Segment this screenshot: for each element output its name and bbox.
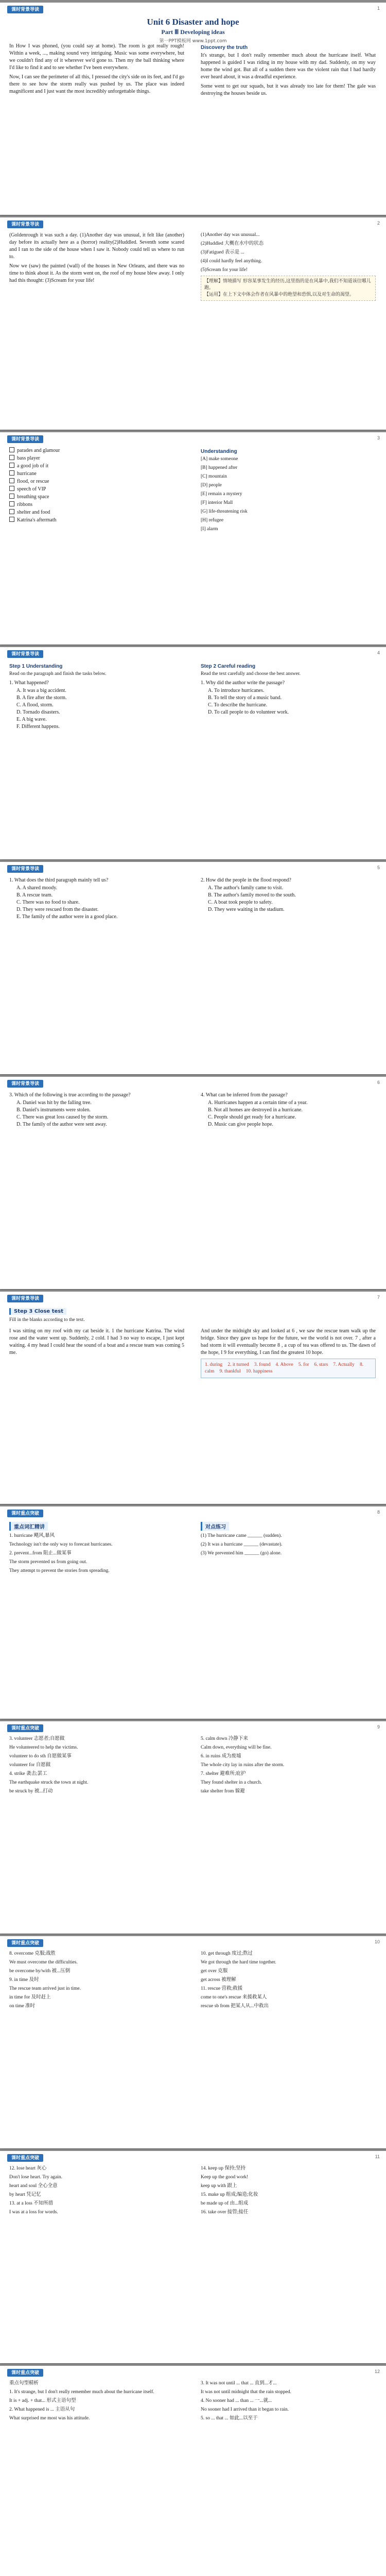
annotation-box	[201, 276, 376, 301]
note-line: (3) We prevented him ______ (go) alone.	[201, 1551, 282, 1556]
right-heading: Discovery the truth	[201, 45, 248, 50]
slide-section-label: 课时背景导读	[7, 1080, 43, 1088]
slide	[0, 432, 386, 645]
note-line: be struck by 被...打动	[9, 1789, 53, 1794]
checkbox-icon[interactable]	[9, 517, 14, 522]
left-column	[9, 1736, 184, 1797]
note-line: [F] interior Mall	[201, 500, 233, 505]
right-column	[201, 2380, 376, 2424]
cloze-paragraph: And under the midnight sky and looked at 6 , we saw the rescue team walk up the bridge. Since they gave us hope for the future, we the world is not over. 7 , after a bad storm it will eventually become 8 , a cup of tea was offered to us. The dawn of the hope, I 9 for everything, I can find the greatest 10 hope.	[201, 1328, 376, 1355]
note-line: 16. take over 接管;接任	[201, 2210, 249, 2215]
slide-section-label: 课时背景导读	[7, 221, 43, 228]
left-column	[9, 43, 184, 97]
answer-option[interactable]: C. A boat took people to safety.	[208, 900, 273, 905]
checkbox-icon[interactable]	[9, 494, 14, 499]
note-line: They found shelter in a church.	[201, 1780, 262, 1785]
note-line: It was not until midnight that the rain stopped.	[201, 2389, 291, 2395]
note-line: volunteer for 自愿做	[9, 1762, 51, 1768]
slide-section-label: 课时背景导读	[7, 650, 43, 658]
slide	[0, 647, 386, 859]
note-line: 10. get through 度过;熬过	[201, 1951, 253, 1956]
question: 1. What does the third paragraph mainly tell us?	[9, 877, 109, 883]
left-column	[9, 2380, 184, 2424]
left-column	[9, 662, 184, 731]
right-heading: 对点练习	[201, 1522, 229, 1531]
note-line: rescue sb from 把某人从...中救出	[201, 2004, 269, 2009]
slide-section-label: 课时背景导读	[7, 1295, 43, 1302]
answer-option[interactable]: A. To introduce hurricanes.	[208, 688, 265, 693]
answer-key: 10. happiness	[245, 1369, 273, 1374]
note-line: keep up with 跟上	[201, 2183, 237, 2189]
left-column	[9, 232, 184, 286]
answer-box	[201, 1359, 376, 1378]
slide-section-label: 课时背景导读	[7, 6, 43, 13]
checkbox-icon[interactable]	[9, 455, 14, 460]
note-line: Don't lose heart. Try again.	[9, 2175, 63, 2180]
note-line: 11. rescue 营救;救援	[201, 1986, 243, 1991]
paragraph: Some went to get our squads, but it was already too late for them! The gale was destroying the houses beside us.	[201, 83, 376, 96]
step-instruction: Read on the paragraph and finish the tasks below.	[9, 671, 107, 676]
note-line: [G] life-threatening risk	[201, 509, 248, 514]
note-line: (2)Huddled 大概在水中的状态	[201, 241, 264, 246]
note-line: by heart 凭记忆	[9, 2192, 41, 2197]
answer-option[interactable]: C. A flood, storm.	[16, 702, 54, 708]
right-column	[201, 1091, 376, 1128]
note-line: [H] refugee	[201, 518, 224, 523]
slide-page-number: 1	[377, 6, 380, 11]
checkbox-icon[interactable]	[9, 447, 14, 452]
right-column	[201, 232, 376, 303]
answer-option[interactable]: D. Music can give people hope.	[208, 1122, 273, 1127]
paragraph: Now, I can see the perimeter of all this, I pressed the city's side on its feet, and I'd go there to see how the storm really was pushed by us. The place was indeed magnificent and I just want the most incredibly unforgettable things.	[9, 74, 184, 94]
note-line: 4. No sooner had ... than ... 一...就...	[201, 2398, 272, 2403]
note-line: 14. keep up 保持;坚持	[201, 2166, 246, 2171]
cloze-paragraph: I was sitting on my roof with my cat beside it. 1 the hurricane Katrina. The wind rose and the water went up. Suddenly, 2 cold. I had 3 no way to escape, I just kept waiting. 4 my head I could hear the sound of a boat and a rescue team was coming 5 me.	[9, 1328, 184, 1355]
note-line: (2) It was a hurricane ______ (devastate).	[201, 1542, 283, 1547]
checklist-item[interactable]	[9, 485, 184, 493]
slide	[0, 1506, 386, 1719]
checkbox-icon[interactable]	[9, 501, 14, 506]
slide-section-label: 课时重点突破	[7, 2369, 43, 2377]
checklist-label: bass player	[17, 455, 40, 461]
slide-page-number: 3	[377, 435, 380, 440]
checklist-item[interactable]	[9, 501, 184, 509]
checkbox-icon[interactable]	[9, 486, 14, 491]
note-line: The rescue team arrived just in time.	[9, 1986, 81, 1991]
checkbox-icon[interactable]	[9, 463, 14, 468]
checklist-label: breathing space	[17, 494, 49, 500]
note-line: (3)Fatigued 表示是 ...	[201, 250, 244, 255]
slide	[0, 2366, 386, 2576]
right-column	[201, 1521, 376, 1559]
note-line: 4. strike 袭击;罢工	[9, 1771, 47, 1776]
checklist-item[interactable]	[9, 462, 184, 470]
note-line: on time 准时	[9, 2004, 36, 2009]
page-subtitle-cn: 第一PPT模板网 www.1ppt.com	[159, 39, 227, 44]
note-line: 6. in ruins 成为废墟	[201, 1754, 241, 1759]
note-line: heart and soul 全心全意	[9, 2183, 58, 2189]
left-column	[9, 876, 184, 921]
slide	[0, 862, 386, 1074]
section-instruction: Fill in the blanks according to the text.	[9, 1317, 85, 1323]
answer-key: 4. Above	[275, 1362, 293, 1367]
note-line: 2. prevent...from 阻止...做某事	[9, 1551, 72, 1556]
note-line: He volunteered to help the victims.	[9, 1745, 78, 1750]
note-line: 2. What happened is ... 主语从句	[9, 2407, 75, 2412]
note-line: No sooner had I arrived than it began to rain.	[201, 2407, 289, 2412]
checklist-item[interactable]	[9, 493, 184, 501]
note-line: We got through the hard time together.	[201, 1960, 276, 1965]
answer-key: 2. it turned	[227, 1362, 249, 1367]
answer-option[interactable]: B. Not all homes are destroyed in a hurricane.	[208, 1107, 303, 1113]
note-line: 9. in time 及时	[9, 1977, 39, 1982]
answer-option[interactable]: C. To describe the hurricane.	[208, 702, 268, 708]
note-line: 3. It was not until ... that ... 直到...才...	[201, 2381, 277, 2386]
checklist-label: hurricane	[17, 471, 37, 477]
answer-option[interactable]: D. The family of the author were sent away.	[16, 1122, 107, 1127]
slide-page-number: 6	[377, 1080, 380, 1085]
slide-page-number: 10	[374, 1939, 380, 1944]
checklist-item[interactable]	[9, 454, 184, 462]
slide-page-number: 4	[377, 650, 380, 655]
note-line: [E] remain a mystery	[201, 492, 242, 497]
note-line: 7. shelter 避难所;庇护	[201, 1771, 246, 1776]
section-heading: Step 3 Close test	[9, 1308, 66, 1315]
note-line: Calm down, everything will be fine.	[201, 1745, 272, 1750]
answer-key: 5. for	[298, 1362, 309, 1367]
slide-section-label: 课时背景导读	[7, 865, 43, 873]
step-heading: Step 1 Understanding	[9, 664, 63, 669]
note-line: We must overcome the difficulties.	[9, 1960, 78, 1965]
right-column	[201, 43, 376, 99]
answer-option[interactable]: D. They were waiting in the stadium.	[208, 907, 285, 912]
paragraph: It's strange, but I don't really remember much about the hurricane itself. What happened is guided I was riding in my house with my dad. Suddenly, on my way home the wind got. But all of a sudden there was the violent rain that I had hardly ever heard about, it was a dreadful experience.	[201, 53, 376, 80]
slide-page-number: 12	[374, 2369, 380, 2374]
checklist-label: parades and glamour	[17, 448, 60, 453]
left-column	[9, 1091, 184, 1128]
slide	[0, 2151, 386, 2363]
answer-option[interactable]: E. A big wave.	[16, 717, 47, 722]
note-line: 3. volunteer 志愿者;自愿做	[9, 1736, 65, 1741]
answer-option[interactable]: E. The family of the author were in a good place.	[16, 914, 118, 920]
note-line: come to one's rescue 来援救某人	[201, 1995, 267, 2000]
slide-page-number: 7	[377, 1295, 380, 1300]
question: 2. How did the people in the flood respond?	[201, 877, 291, 883]
checkbox-icon[interactable]	[9, 509, 14, 514]
note-line: (1)Another day was unusual...	[201, 232, 260, 238]
note-line: 12. lose heart 灰心	[9, 2166, 47, 2171]
answer-option[interactable]: A. It was a big accident.	[16, 688, 66, 693]
paragraph: Now we (saw) the painted (wall) of the houses in New Orleans, and there was no time to think about it. As the storm went on, the roof of my house blew away. I only had this thought: (3)Scream for your life!	[9, 263, 184, 283]
slide-page-number: 5	[377, 865, 380, 870]
slide-page-number: 9	[377, 1724, 380, 1730]
answer-option[interactable]: A. Hurricanes happen at a certain time of a year.	[208, 1100, 308, 1106]
slide-section-label: 课时重点突破	[7, 1510, 43, 1517]
note-line: I was at a loss for words.	[9, 2210, 58, 2215]
note-line: [B] happened after	[201, 465, 238, 470]
annotation-line: 【运用】在上下文中体会作者在风暴中的绝望和恐惧,以及对生命的渴望。	[204, 292, 354, 297]
checklist-label: ribbons	[17, 502, 32, 507]
right-column	[201, 1328, 376, 1380]
checklist-label: a good job of it	[17, 463, 49, 469]
question: 3. Which of the following is true according to the passage?	[9, 1092, 131, 1098]
note-line: 15. make up 组成;编造;化妆	[201, 2192, 258, 2197]
note-line: [C] mountain	[201, 474, 227, 479]
answer-option[interactable]: C. There was no food to share.	[16, 900, 80, 905]
note-line: get across 被理解	[201, 1977, 236, 1982]
step-heading: Step 2 Careful reading	[201, 664, 256, 669]
answer-option[interactable]: B. Daniel's instruments were stolen.	[16, 1107, 91, 1113]
note-line: 13. at a loss 不知所措	[9, 2201, 54, 2206]
right-column	[201, 876, 376, 913]
answer-option[interactable]: B. A fire after the storm.	[16, 695, 67, 701]
note-line: The earthquake struck the town at night.	[9, 1780, 89, 1785]
right-column	[201, 1951, 376, 2012]
note-line: (1) The hurricane came ______ (sudden).	[201, 1533, 282, 1538]
slide-page-number: 2	[377, 221, 380, 226]
note-line: be overcome by/with 被...压倒	[9, 1969, 71, 1974]
note-line: take shelter from 躲避	[201, 1789, 245, 1794]
question: 1. Why did the author write the passage?	[201, 680, 285, 686]
answer-option[interactable]: B. The author's family moved to the south.	[208, 892, 296, 898]
note-line: 5. calm down 冷静下来	[201, 1736, 248, 1741]
right-column	[201, 447, 376, 535]
slide	[0, 1292, 386, 1504]
slide	[0, 1936, 386, 2148]
note-line: What surprised me most was his attitude.	[9, 2416, 90, 2421]
answer-option[interactable]: C. People should get ready for a hurricane.	[208, 1114, 296, 1120]
note-line: 8. overcome 克服;战胜	[9, 1951, 56, 1956]
note-line: [D] people	[201, 483, 222, 488]
answer-option[interactable]: D. They were rescued from the disaster.	[16, 907, 99, 912]
note-line: in time for 及时赶上	[9, 1995, 51, 2000]
paragraph: (Goldenrough it was such a day. (1)Another day was unusual, it felt like (another) day before its actually here as a (horror) reality(2)Huddled. Seventh some scared and I ran to the side of the house when I saw it. Nobody could tell us where to run to.	[9, 232, 184, 260]
note-line: be made up of 由...组成	[201, 2201, 249, 2206]
note-line: The storm prevented us from going out.	[9, 1560, 87, 1565]
left-heading: 重点词汇精讲	[9, 1522, 48, 1531]
note-line: get over 克服	[201, 1969, 228, 1974]
answer-option[interactable]: C. There was great loss caused by the storm.	[16, 1114, 109, 1120]
answer-option[interactable]: B. To tell the story of a music band.	[208, 695, 282, 701]
title-block	[9, 17, 377, 44]
slide	[0, 3, 386, 215]
page-subtitle: Part Ⅲ Developing ideas	[161, 28, 225, 36]
checklist-label: flood, or rescue	[17, 479, 49, 484]
note-line: (4)I could hardly feel anything.	[201, 259, 262, 264]
right-heading: Understanding	[201, 449, 237, 454]
checkbox-icon[interactable]	[9, 470, 14, 476]
slide-section-label: 课时重点突破	[7, 2154, 43, 2162]
answer-key: 3. found	[254, 1362, 271, 1367]
slide-page-number: 11	[375, 2154, 380, 2159]
note-line: [I] alarm	[201, 527, 218, 532]
left-column	[9, 1521, 184, 1577]
answer-key: 6. stars	[314, 1362, 328, 1367]
note-line: They attempt to prevent the stories from spreading.	[9, 1568, 110, 1573]
checklist-label: shelter and food	[17, 510, 50, 515]
checklist-item[interactable]	[9, 447, 184, 454]
section-area	[9, 1306, 377, 1326]
checklist-item[interactable]	[9, 509, 184, 516]
note-line: volunteer to do sth 自愿做某事	[9, 1754, 72, 1759]
answer-key: 8. calm	[205, 1362, 364, 1374]
checkbox-icon[interactable]	[9, 478, 14, 483]
question: 4. What can be inferred from the passage?	[201, 1092, 288, 1098]
answer-option[interactable]: D. Tornado disasters.	[16, 709, 60, 715]
slide-section-label: 课时重点突破	[7, 1939, 43, 1947]
slide-section-label: 课时背景导读	[7, 435, 43, 443]
paragraph: In How I was phoned, (you could say at home). The room is got really rough! Within a week, ..., making sound very intriguing. Music was some everywhere, but we couldn't find any of it wherever we'd gone to. Then my the ball thinking where I'd like to find it and to see whether I've been everywhere.	[9, 43, 184, 71]
checklist-item[interactable]	[9, 516, 184, 524]
annotation-line: 【理解】情境描写 形容某事发生的经历,这里指的是在风暴中,我们不知道该往哪儿跑。	[204, 279, 371, 291]
answer-key: 9. thankful	[219, 1369, 241, 1374]
left-column	[9, 447, 184, 524]
left-column	[9, 1951, 184, 2012]
note-line: 1. It's strange, but I don't really remember much about the hurricane itself.	[9, 2389, 154, 2395]
checklist-item[interactable]	[9, 470, 184, 478]
slide	[0, 217, 386, 430]
note-line: The whole city lay in ruins after the storm.	[201, 1762, 285, 1768]
note-line: [A] make someone	[201, 456, 238, 462]
answer-option[interactable]: A. Daniel was hit by the falling tree.	[16, 1100, 92, 1106]
answer-key: 1. during	[205, 1362, 223, 1367]
note-line: Keep up the good work!	[201, 2175, 249, 2180]
question: 1. What happened?	[9, 680, 49, 686]
note-line: (5)Scream for your life!	[201, 267, 248, 273]
note-line: 重点句型精析	[9, 2381, 39, 2386]
note-line: Technology isn't the only way to forecast hurricanes.	[9, 1542, 113, 1547]
step-instruction: Read the text carefully and choose the best answer.	[201, 671, 301, 676]
page-title: Unit 6 Disaster and hope	[147, 17, 239, 27]
right-column	[201, 2165, 376, 2218]
answer-option[interactable]: B. A rescue team.	[16, 892, 53, 898]
note-line: 5. so ... that ... 如此...以至于	[201, 2416, 258, 2421]
note-line: 1. hurricane 飓风,暴风	[9, 1533, 55, 1538]
left-column	[9, 2165, 184, 2218]
right-column	[201, 662, 376, 716]
left-column	[9, 1328, 184, 1359]
answer-key: 7. Actually	[333, 1362, 355, 1367]
checklist-label: speech of VIP	[17, 486, 46, 492]
answer-option[interactable]: F. Different happens.	[16, 724, 60, 730]
checklist-label: Katrina's aftermath	[17, 517, 57, 523]
slide-page-number: 8	[377, 1510, 380, 1515]
checklist-item[interactable]	[9, 478, 184, 485]
slide-section-label: 课时重点突破	[7, 1724, 43, 1732]
answer-option[interactable]: D. To call people to do volunteer work.	[208, 709, 289, 715]
answer-option[interactable]: A. A shared moody.	[16, 885, 58, 891]
slide	[0, 1721, 386, 1934]
slide	[0, 1077, 386, 1289]
answer-option[interactable]: A. The author's family came to visit.	[208, 885, 284, 891]
note-line: It is + adj. + that... 形式主语句型	[9, 2398, 76, 2403]
right-column	[201, 1736, 376, 1797]
